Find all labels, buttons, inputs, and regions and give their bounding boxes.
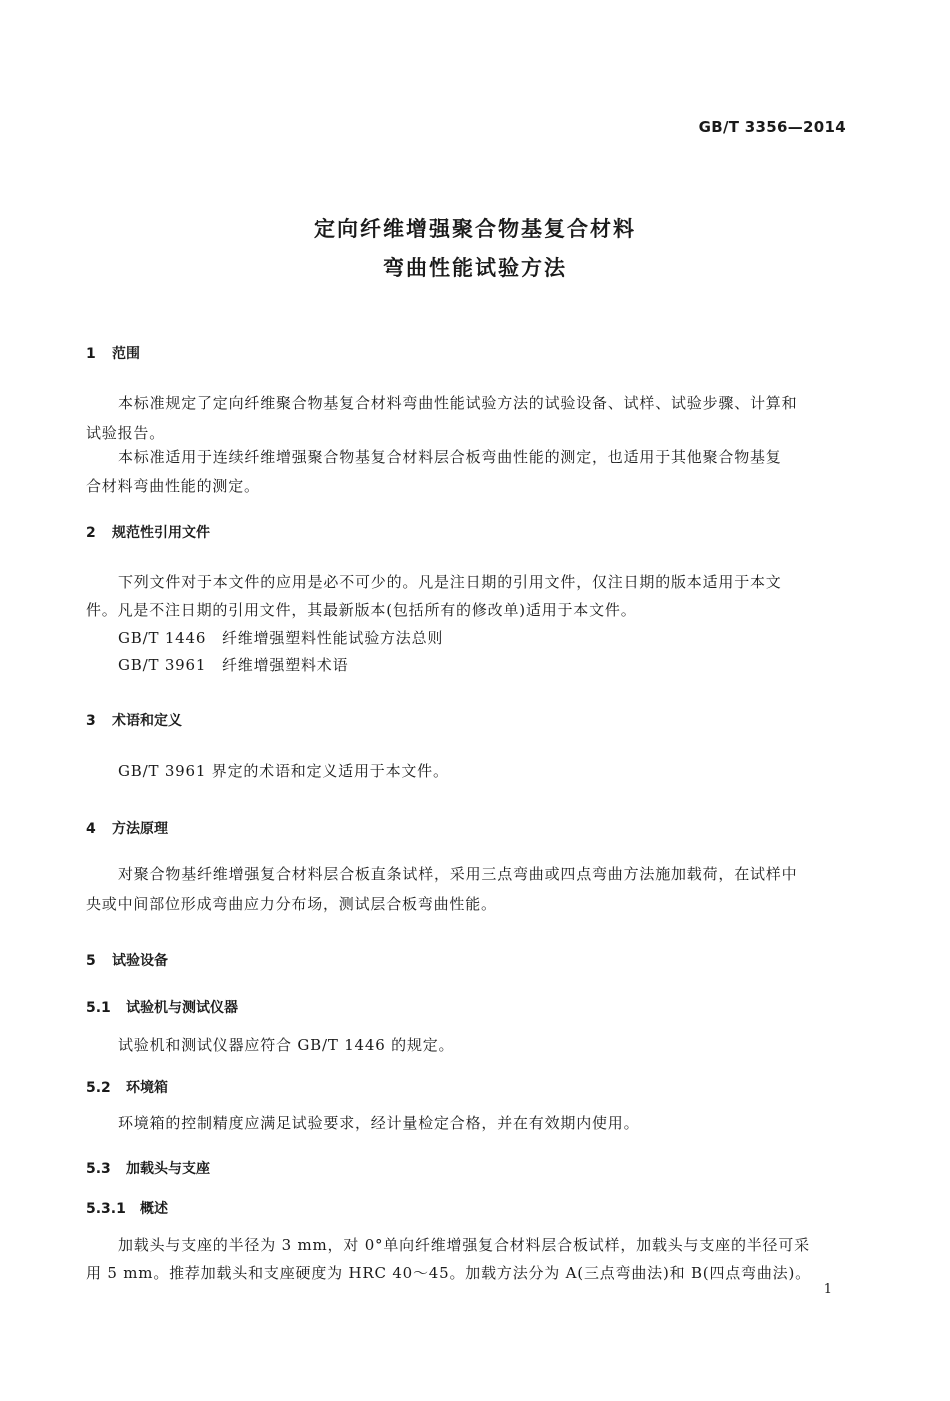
paragraph-line: 合材料弯曲性能的测定。 — [86, 477, 260, 495]
reference-code: GB/T 1446 — [118, 629, 207, 647]
paragraph-line: 环境箱的控制精度应满足试验要求，经计量检定合格，并在有效期内使用。 — [118, 1114, 640, 1132]
section-title: 术语和定义 — [112, 713, 182, 729]
paragraph-line: 加载头与支座的半径为 3 mm，对 0°单向纤维增强复合材料层合板试样，加载头与支座的半径可采 — [118, 1236, 810, 1254]
subsection-5-1-heading — [86, 997, 238, 1017]
standard-code: GB/T 3356—2014 — [698, 118, 846, 136]
section-title: 加载头与支座 — [126, 1161, 210, 1177]
paragraph-line: 对聚合物基纤维增强复合材料层合板直条试样，采用三点弯曲或四点弯曲方法施加载荷，在试样中 — [118, 865, 798, 883]
paragraph-line: 本标准规定了定向纤维聚合物基复合材料弯曲性能试验方法的试验设备、试样、试验步骤、计算和 — [118, 394, 798, 412]
reference-title: 纤维增强塑料术语 — [222, 656, 349, 674]
normative-reference — [118, 627, 443, 648]
section-title: 概述 — [140, 1201, 168, 1217]
subsection-5-3-heading — [86, 1158, 210, 1178]
paragraph-line: 试验机和测试仪器应符合 GB/T 1446 的规定。 — [118, 1036, 455, 1054]
section-5-heading — [86, 950, 168, 970]
section-2-heading — [86, 522, 210, 542]
section-number: 4 — [86, 821, 96, 837]
paragraph-line: 下列文件对于本文件的应用是必不可少的。凡是注日期的引用文件，仅注日期的版本适用于本文 — [118, 573, 782, 591]
section-number: 3 — [86, 713, 96, 729]
paragraph-line: GB/T 3961 界定的术语和定义适用于本文件。 — [118, 762, 449, 780]
section-title: 试验机与测试仪器 — [126, 1000, 238, 1016]
reference-code: GB/T 3961 — [118, 656, 207, 674]
paragraph-line: 央或中间部位形成弯曲应力分布场，测试层合板弯曲性能。 — [86, 895, 497, 913]
section-number: 5.2 — [86, 1080, 111, 1096]
paragraph-line: 试验报告。 — [86, 424, 166, 442]
paragraph-line: 本标准适用于连续纤维增强聚合物基复合材料层合板弯曲性能的测定，也适用于其他聚合物基复 — [118, 448, 782, 466]
section-1-heading — [86, 343, 140, 363]
section-3-heading — [86, 710, 182, 730]
section-number: 5 — [86, 953, 96, 969]
document-title-line2: 弯曲性能试验方法 — [383, 256, 567, 280]
section-number: 5.3.1 — [86, 1201, 126, 1217]
section-4-heading — [86, 818, 168, 838]
section-title: 范围 — [112, 346, 140, 362]
section-number: 5.1 — [86, 1000, 111, 1016]
subsection-5-3-1-heading — [86, 1198, 168, 1218]
section-number: 5.3 — [86, 1161, 111, 1177]
section-title: 环境箱 — [126, 1080, 168, 1096]
section-number: 1 — [86, 346, 96, 362]
subsection-5-2-heading — [86, 1077, 168, 1097]
section-title: 试验设备 — [112, 953, 168, 969]
page-number: 1 — [823, 1282, 832, 1297]
section-title: 规范性引用文件 — [112, 525, 210, 541]
paragraph-line: 件。凡是不注日期的引用文件，其最新版本(包括所有的修改单)适用于本文件。 — [86, 601, 637, 619]
section-title: 方法原理 — [112, 821, 168, 837]
document-title-line1: 定向纤维增强聚合物基复合材料 — [314, 217, 636, 241]
normative-reference — [118, 654, 348, 675]
paragraph-line: 用 5 mm。推荐加载头和支座硬度为 HRC 40～45。加载方法分为 A(三点弯曲法)和 B(四点弯曲法)。 — [86, 1264, 811, 1282]
reference-title: 纤维增强塑料性能试验方法总则 — [222, 629, 444, 647]
section-number: 2 — [86, 525, 96, 541]
